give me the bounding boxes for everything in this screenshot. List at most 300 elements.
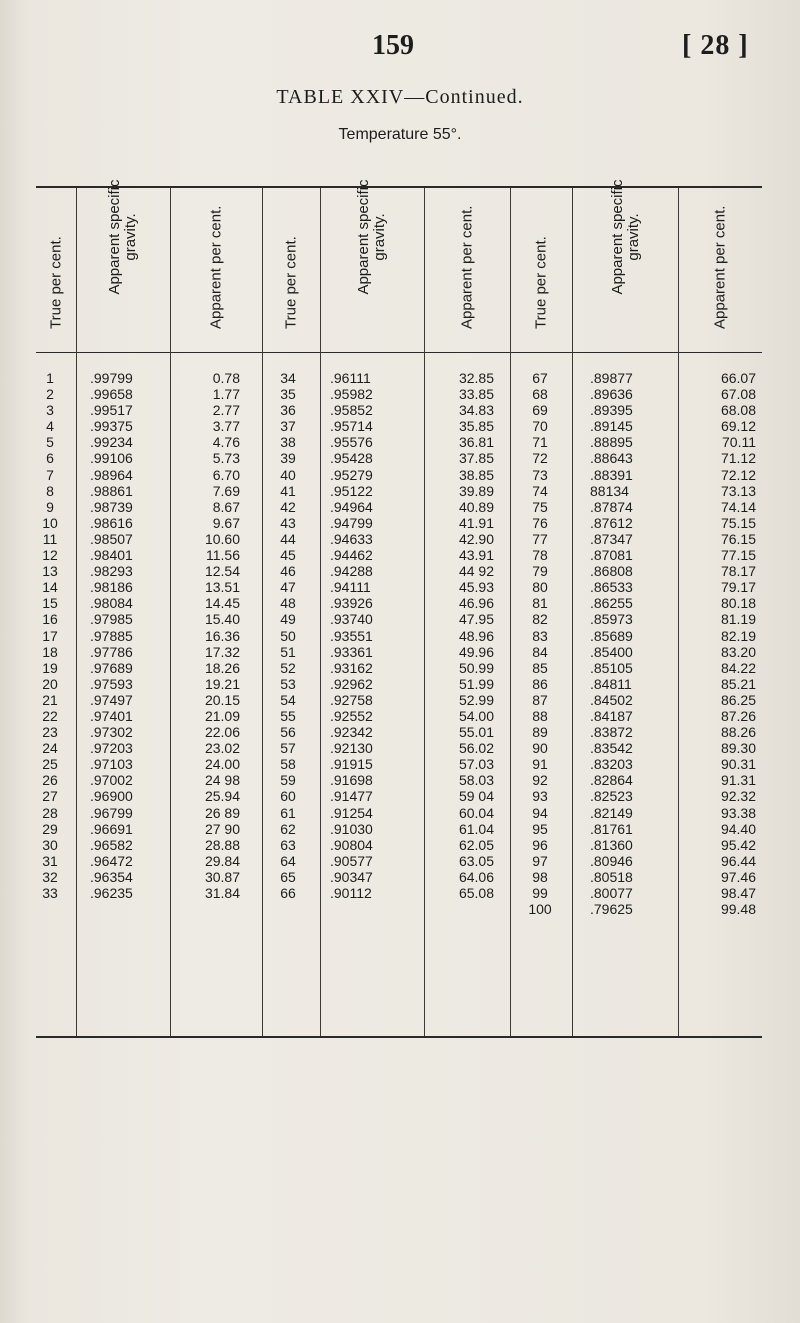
- table-cell: 69.12: [720, 418, 756, 435]
- table-cell: 84.22: [720, 659, 756, 676]
- table-cell: 32.85: [458, 370, 494, 386]
- table-cell: 31: [42, 852, 58, 869]
- table-cell: .98964: [90, 466, 133, 483]
- table-cell: .86808: [590, 563, 633, 580]
- table-cell: .96691: [90, 820, 133, 837]
- table-cell: 19: [42, 659, 58, 676]
- table-cell: 39: [280, 450, 296, 467]
- table-cell: .99106: [90, 450, 133, 467]
- table-cell: 1: [46, 370, 54, 386]
- table-cell: .94964: [330, 498, 373, 515]
- table-cell: .82864: [590, 772, 633, 789]
- table-cell: .88643: [590, 450, 633, 467]
- table-cell: 2: [46, 386, 54, 403]
- table-cell: 88134: [590, 482, 629, 499]
- table-cell: .97497: [90, 691, 133, 708]
- table-cell: .95576: [330, 434, 373, 451]
- table-cell: 13: [42, 563, 58, 580]
- table-cell: 63: [280, 836, 296, 853]
- column-true-per-cent: [270, 370, 306, 901]
- table-cell: .85689: [590, 627, 633, 644]
- table-cell: .93551: [330, 627, 373, 644]
- table-cell: 9: [46, 498, 54, 515]
- column-apparent-per-cent: [190, 370, 240, 901]
- table-cell: 23: [42, 724, 58, 741]
- table-cell: 21: [42, 691, 58, 708]
- table-cell: 92.32: [720, 788, 756, 805]
- table-top-rule: [36, 186, 762, 188]
- table-cell: 27 90: [204, 820, 240, 837]
- table-cell: .89145: [590, 418, 633, 435]
- table-cell: .98293: [90, 563, 133, 580]
- table-cell: 69: [532, 402, 548, 419]
- table-cell: 70: [532, 418, 548, 435]
- table-cell: .83542: [590, 740, 633, 757]
- table-cell: 5.73: [212, 450, 240, 467]
- column-apparent-specific-gravity: [90, 370, 160, 901]
- table-cell: .89636: [590, 386, 633, 403]
- header-apparent-per-cent: Apparent per cent.: [458, 205, 476, 329]
- table-cell: 74.14: [720, 498, 756, 515]
- table-cell: 18: [42, 643, 58, 660]
- table-cell: 73.13: [720, 482, 756, 499]
- table-cell: 76.15: [720, 530, 756, 547]
- table-cell: 44 92: [458, 563, 494, 580]
- table-cell: .89877: [590, 370, 633, 386]
- table-cell: .97401: [90, 707, 133, 724]
- table-cell: 50: [280, 627, 296, 644]
- table-cell: 93.38: [720, 804, 756, 821]
- table-cell: 35.85: [458, 418, 494, 435]
- table-cell: 40: [280, 466, 296, 483]
- table-cell: .83872: [590, 724, 633, 741]
- table-cell: 71: [532, 434, 548, 451]
- table-subtitle: Temperature 55°.: [338, 126, 462, 143]
- column-apparent-per-cent: [706, 370, 756, 917]
- table-cell: 66.07: [720, 370, 756, 386]
- column-true-per-cent: [522, 370, 558, 917]
- table-cell: .99517: [90, 402, 133, 419]
- page-reference: [ 28 ]: [682, 30, 749, 61]
- table-cell: 16.36: [204, 627, 240, 644]
- table-cell: 46: [280, 563, 296, 580]
- table-cell: .79625: [590, 901, 633, 918]
- table-cell: 24 98: [204, 772, 240, 789]
- table-cell: 65: [280, 868, 296, 885]
- table-cell: .81761: [590, 820, 633, 837]
- table-cell: .95122: [330, 482, 373, 499]
- table-cell: 36: [280, 402, 296, 419]
- table-cell: .99658: [90, 386, 133, 403]
- table-cell: 45: [280, 547, 296, 564]
- table-cell: 88: [532, 707, 548, 724]
- table-cell: .94111: [330, 579, 371, 596]
- table-cell: 94: [532, 804, 548, 821]
- table-cell: .84187: [590, 707, 633, 724]
- table-cell: .86533: [590, 579, 633, 596]
- table-cell: 51: [280, 643, 296, 660]
- table-cell: 58.03: [458, 772, 494, 789]
- table-cell: 55.01: [458, 724, 494, 741]
- table-cell: .98507: [90, 530, 133, 547]
- table-cell: 29: [42, 820, 58, 837]
- table-cell: 26 89: [204, 804, 240, 821]
- header-true-per-cent: True per cent.: [532, 236, 550, 329]
- table-cell: 71.12: [720, 450, 756, 467]
- table-cell: 83.20: [720, 643, 756, 660]
- table-cell: .84502: [590, 691, 633, 708]
- table-cell: 85.21: [720, 675, 756, 692]
- table-cell: 16: [42, 611, 58, 628]
- table-cell: 90: [532, 740, 548, 757]
- table-cell: 21.09: [204, 707, 240, 724]
- table-cell: .96472: [90, 852, 133, 869]
- column-apparent-specific-gravity: [590, 370, 660, 917]
- header-true-per-cent: True per cent.: [282, 236, 300, 329]
- table-cell: 67.08: [720, 386, 756, 403]
- table-cell: 33: [42, 885, 58, 901]
- table-cell: 35: [280, 386, 296, 403]
- table-cell: 10: [42, 514, 58, 531]
- table-cell: .95714: [330, 418, 373, 435]
- column-apparent-per-cent: [444, 370, 494, 901]
- table-cell: .92342: [330, 724, 373, 741]
- header-apparent-per-cent: Apparent per cent.: [207, 205, 225, 329]
- table-cell: 28: [42, 804, 58, 821]
- table-cell: 23.02: [204, 740, 240, 757]
- table-cell: 75: [532, 498, 548, 515]
- table-cell: .87874: [590, 498, 633, 515]
- table-cell: 17: [42, 627, 58, 644]
- table-cell: .91915: [330, 756, 373, 773]
- column-divider: [170, 188, 171, 1036]
- table-cell: 11: [42, 530, 58, 547]
- column-divider: [262, 188, 263, 1036]
- table-cell: 40.89: [458, 498, 494, 515]
- table-cell: .96354: [90, 868, 133, 885]
- table-cell: 36.81: [458, 434, 494, 451]
- column-divider: [424, 188, 425, 1036]
- table-cell: 97.46: [720, 868, 756, 885]
- table-cell: 67: [532, 370, 548, 386]
- column-apparent-specific-gravity: [330, 370, 400, 901]
- table-cell: 2.77: [212, 402, 240, 419]
- header-apparent-specific-gravity: Apparent specific gravity.: [355, 179, 388, 295]
- table-cell: 24.00: [204, 756, 240, 773]
- table-cell: 79: [532, 563, 548, 580]
- table-cell: 44: [280, 530, 296, 547]
- table-cell: 43.91: [458, 547, 494, 564]
- table-cell: 4: [46, 418, 54, 435]
- table-cell: 78: [532, 547, 548, 564]
- table-cell: .87612: [590, 514, 633, 531]
- table-cell: 64: [280, 852, 296, 869]
- table-cell: .90577: [330, 852, 373, 869]
- table-cell: 8: [46, 482, 54, 499]
- header-rule: [36, 352, 762, 353]
- table-cell: 97: [532, 852, 548, 869]
- table-cell: 84: [532, 643, 548, 660]
- table-cell: 39.89: [458, 482, 494, 499]
- table-cell: .95279: [330, 466, 373, 483]
- table-cell: 81: [532, 595, 548, 612]
- table-cell: 22.06: [204, 724, 240, 741]
- table-cell: 89: [532, 724, 548, 741]
- table-cell: 100: [528, 901, 552, 918]
- table-cell: 99.48: [720, 901, 756, 918]
- table-cell: 6: [46, 450, 54, 467]
- table-cell: .92758: [330, 691, 373, 708]
- table-cell: .98739: [90, 498, 133, 515]
- table-cell: .97593: [90, 675, 133, 692]
- table-cell: 37.85: [458, 450, 494, 467]
- table-cell: 82: [532, 611, 548, 628]
- table-cell: 7: [46, 466, 54, 483]
- table-cell: 96: [532, 836, 548, 853]
- table-cell: 77.15: [720, 547, 756, 564]
- table-cell: .93740: [330, 611, 373, 628]
- table-cell: 57: [280, 740, 296, 757]
- column-divider: [510, 188, 511, 1036]
- table-cell: 94.40: [720, 820, 756, 837]
- table-cell: 22: [42, 707, 58, 724]
- table-cell: 27: [42, 788, 58, 805]
- table-cell: .97002: [90, 772, 133, 789]
- table-cell: 61: [280, 804, 296, 821]
- table-cell: .88895: [590, 434, 633, 451]
- page-number: 159: [372, 30, 414, 61]
- table-cell: 24: [42, 740, 58, 757]
- table-cell: 38.85: [458, 466, 494, 483]
- table-cell: 47.95: [458, 611, 494, 628]
- column-divider: [76, 188, 77, 1036]
- table-cell: 12: [42, 547, 58, 564]
- table-cell: 72: [532, 450, 548, 467]
- header-apparent-specific-gravity: Apparent specific gravity.: [609, 179, 642, 295]
- table-cell: 96.44: [720, 852, 756, 869]
- column-divider: [678, 188, 679, 1036]
- table-cell: 11.56: [206, 547, 240, 564]
- table-cell: .83203: [590, 756, 633, 773]
- column-true-per-cent: [32, 370, 68, 901]
- table-cell: .97885: [90, 627, 133, 644]
- table-cell: 59: [280, 772, 296, 789]
- table-cell: 93: [532, 788, 548, 805]
- table-cell: .97302: [90, 724, 133, 741]
- table-cell: 42: [280, 498, 296, 515]
- table-cell: 62.05: [458, 836, 494, 853]
- header-true-per-cent: True per cent.: [47, 236, 65, 329]
- table-cell: .85105: [590, 659, 633, 676]
- table-cell: 66: [280, 885, 296, 901]
- column-divider: [320, 188, 321, 1036]
- table-bottom-rule: [36, 1036, 762, 1038]
- table-cell: 63.05: [458, 852, 494, 869]
- table-cell: 3: [46, 402, 54, 419]
- table-cell: 87: [532, 691, 548, 708]
- table-cell: .96111: [330, 370, 371, 386]
- table-cell: 45.93: [458, 579, 494, 596]
- table-cell: .81360: [590, 836, 633, 853]
- table-cell: 37: [280, 418, 296, 435]
- table-cell: 92: [532, 772, 548, 789]
- table-cell: 33.85: [458, 386, 494, 403]
- table-cell: 30: [42, 836, 58, 853]
- table-cell: .91254: [330, 804, 373, 821]
- table-cell: 34.83: [458, 402, 494, 419]
- table-cell: .86255: [590, 595, 633, 612]
- table-cell: 78.17: [720, 563, 756, 580]
- table-cell: 79.17: [720, 579, 756, 596]
- table-cell: 20.15: [204, 691, 240, 708]
- table-cell: 25: [42, 756, 58, 773]
- table-cell: .99375: [90, 418, 133, 435]
- table-cell: .93926: [330, 595, 373, 612]
- header-apparent-specific-gravity: Apparent specific gravity.: [106, 179, 139, 295]
- table-cell: .97689: [90, 659, 133, 676]
- table-cell: 70.11: [722, 434, 756, 451]
- table-cell: .98186: [90, 579, 133, 596]
- table-cell: .98084: [90, 595, 133, 612]
- table-cell: 83: [532, 627, 548, 644]
- table-cell: 54.00: [458, 707, 494, 724]
- table-cell: 31.84: [204, 885, 240, 901]
- table-cell: .98401: [90, 547, 133, 564]
- table-cell: 10.60: [204, 530, 240, 547]
- table-cell: 54: [280, 691, 296, 708]
- table-cell: 98.47: [720, 885, 756, 901]
- table-cell: 29.84: [204, 852, 240, 869]
- table-cell: 82.19: [720, 627, 756, 644]
- table-cell: 81.19: [720, 611, 756, 628]
- table-cell: .92552: [330, 707, 373, 724]
- table-cell: .91030: [330, 820, 373, 837]
- table-cell: 18.26: [204, 659, 240, 676]
- table-cell: 19.21: [204, 675, 240, 692]
- table-cell: .97203: [90, 740, 133, 757]
- table-cell: 86: [532, 675, 548, 692]
- table-cell: .87081: [590, 547, 633, 564]
- table-cell: .98616: [90, 514, 133, 531]
- table-cell: 91: [532, 756, 548, 773]
- table-cell: .80946: [590, 852, 633, 869]
- table-cell: .80077: [590, 885, 633, 901]
- table-cell: .82523: [590, 788, 633, 805]
- table-cell: .96235: [90, 885, 133, 901]
- table-cell: .80518: [590, 868, 633, 885]
- table-cell: .91698: [330, 772, 373, 789]
- table-cell: .96799: [90, 804, 133, 821]
- table-cell: 76: [532, 514, 548, 531]
- table-cell: 7.69: [212, 482, 240, 499]
- table-cell: 90.31: [720, 756, 756, 773]
- table-cell: 56: [280, 724, 296, 741]
- table-cell: .99799: [90, 370, 133, 386]
- table-cell: 30.87: [204, 868, 240, 885]
- table-cell: 89.30: [720, 740, 756, 757]
- table-cell: .94633: [330, 530, 373, 547]
- table-cell: 75.15: [720, 514, 756, 531]
- table-cell: 77: [532, 530, 548, 547]
- table-cell: .92130: [330, 740, 373, 757]
- table-cell: .90804: [330, 836, 373, 853]
- table-cell: 48: [280, 595, 296, 612]
- table-cell: .95852: [330, 402, 373, 419]
- table-cell: .97103: [90, 756, 133, 773]
- table-cell: 1.77: [212, 386, 240, 403]
- table-cell: 53: [280, 675, 296, 692]
- table-cell: 95: [532, 820, 548, 837]
- table-cell: 49.96: [458, 643, 494, 660]
- table-cell: 26: [42, 772, 58, 789]
- table-cell: 64.06: [458, 868, 494, 885]
- table-cell: 72.12: [720, 466, 756, 483]
- table-cell: .89395: [590, 402, 633, 419]
- table-cell: 55: [280, 707, 296, 724]
- table-cell: 60: [280, 788, 296, 805]
- table-cell: 41.91: [458, 514, 494, 531]
- table-cell: 9.67: [212, 514, 240, 531]
- table-cell: .93361: [330, 643, 373, 660]
- table-cell: 38: [280, 434, 296, 451]
- table-cell: 80.18: [720, 595, 756, 612]
- table-cell: 50.99: [458, 659, 494, 676]
- table-cell: .84811: [590, 675, 632, 692]
- table-cell: 59 04: [458, 788, 494, 805]
- table-cell: 52: [280, 659, 296, 676]
- header-apparent-per-cent: Apparent per cent.: [711, 205, 729, 329]
- table-cell: 98: [532, 868, 548, 885]
- table-cell: 28.88: [204, 836, 240, 853]
- table-cell: .97786: [90, 643, 133, 660]
- table-cell: 65.08: [458, 885, 494, 901]
- table-cell: .90112: [330, 885, 372, 901]
- table-cell: 0.78: [212, 370, 240, 386]
- table-cell: 34: [280, 370, 296, 386]
- table-cell: 47: [280, 579, 296, 596]
- table-cell: 57.03: [458, 756, 494, 773]
- table-cell: 14: [42, 579, 58, 596]
- table-cell: .85400: [590, 643, 633, 660]
- table-cell: .94288: [330, 563, 373, 580]
- table-cell: .97985: [90, 611, 133, 628]
- table-cell: 99: [532, 885, 548, 901]
- table-cell: 85: [532, 659, 548, 676]
- table-cell: 13.51: [204, 579, 240, 596]
- table-cell: 42.90: [458, 530, 494, 547]
- table-cell: 4.76: [212, 434, 240, 451]
- table-cell: 61.04: [458, 820, 494, 837]
- table-cell: 20: [42, 675, 58, 692]
- table-cell: 43: [280, 514, 296, 531]
- table-cell: .96582: [90, 836, 133, 853]
- table-cell: .99234: [90, 434, 133, 451]
- table-cell: 12.54: [204, 563, 240, 580]
- table-cell: .96900: [90, 788, 133, 805]
- table-cell: 5: [46, 434, 54, 451]
- table-cell: .92962: [330, 675, 373, 692]
- table-cell: 25.94: [204, 788, 240, 805]
- table-cell: 80: [532, 579, 548, 596]
- table-cell: .85973: [590, 611, 633, 628]
- table-cell: 73: [532, 466, 548, 483]
- table-cell: 49: [280, 611, 296, 628]
- table-cell: 87.26: [720, 707, 756, 724]
- table-cell: .91477: [330, 788, 373, 805]
- table-cell: 3.77: [212, 418, 240, 435]
- table-cell: .94462: [330, 547, 373, 564]
- table-cell: 52.99: [458, 691, 494, 708]
